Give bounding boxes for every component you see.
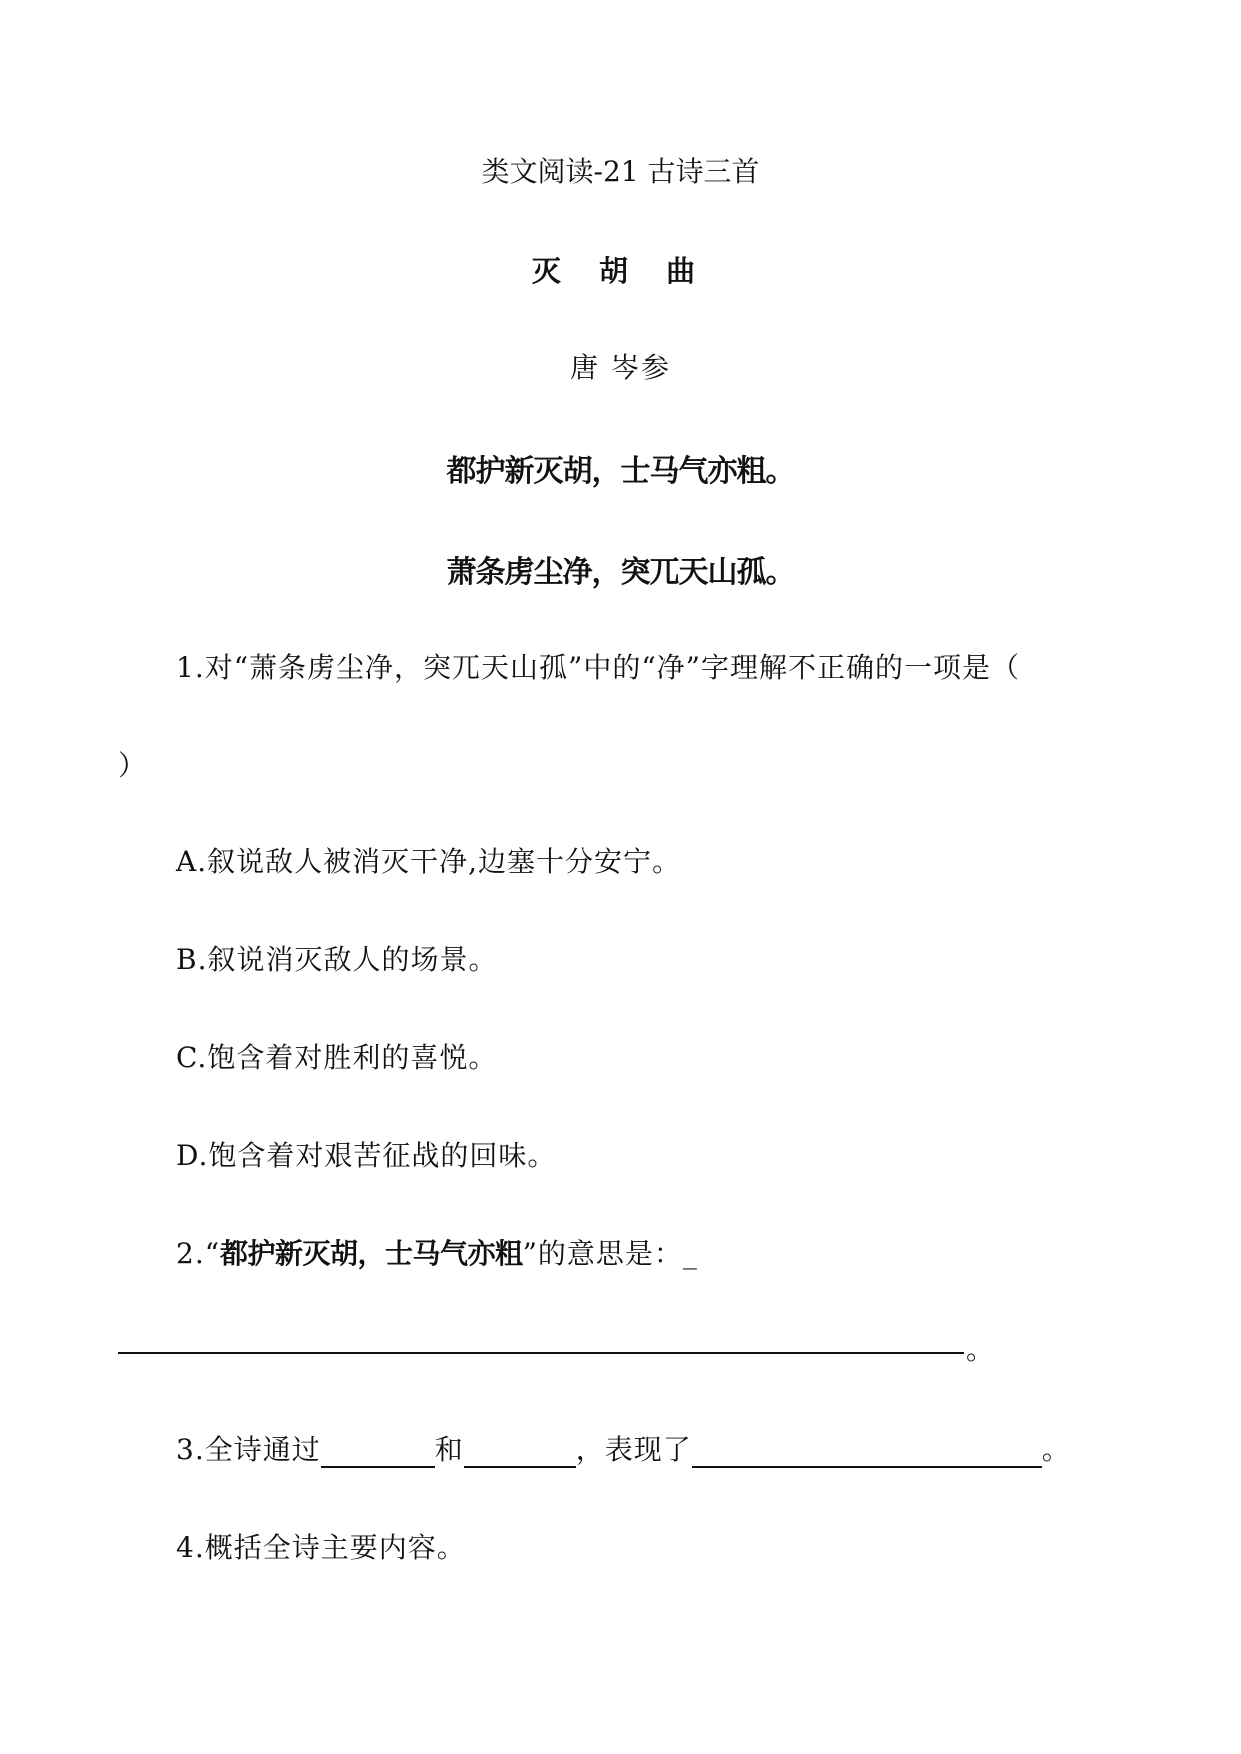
poem-line-2: 萧条虏尘净，突兀天山孤。 — [446, 555, 795, 590]
poem-author: 唐 岑参 — [570, 351, 671, 384]
question-1-option-d: D.饱含着对艰苦征战的回味。 — [176, 1139, 557, 1172]
question-2 — [176, 1232, 698, 1272]
question-1-option-a: A.叙说敌人被消灭干净,边塞十分安宁。 — [176, 845, 682, 878]
question-1-stem: 1.对“萧条虏尘净，突兀天山孤”中的“净”字理解不正确的一项是（ — [176, 651, 1020, 684]
question-2-end-mark: 。 — [966, 1333, 995, 1366]
question-3-middle: ，表现了 — [575, 1433, 692, 1466]
question-3-prefix: 3.全诗通过 — [176, 1433, 321, 1466]
question-1-option-b: B.叙说消灭敌人的场景。 — [176, 943, 498, 976]
question-1-stem-end: ） — [118, 749, 147, 782]
question-4: 4.概括全诗主要内容。 — [176, 1531, 466, 1564]
question-3 — [176, 1428, 1071, 1468]
question-3-blank-3[interactable] — [692, 1436, 1042, 1468]
question-2-open-quote: “ — [204, 1237, 221, 1270]
page-title: 类文阅读-21 古诗三首 — [481, 155, 760, 188]
question-3-blank-1[interactable] — [321, 1436, 435, 1468]
question-3-and: 和 — [434, 1433, 464, 1466]
question-3-end: 。 — [1041, 1433, 1071, 1466]
question-2-quoted-line: 都护新灭胡，士马气亦粗 — [220, 1237, 523, 1270]
question-1-option-c: C.饱含着对胜利的喜悦。 — [176, 1041, 498, 1074]
poem-title: 灭 胡 曲 — [531, 254, 710, 288]
question-2-answer-blank[interactable] — [118, 1352, 964, 1354]
question-3-blank-2[interactable] — [464, 1436, 576, 1468]
question-2-suffix: ”的意思是：_ — [522, 1237, 698, 1270]
poem-line-1: 都护新灭胡，士马气亦粗。 — [446, 454, 795, 489]
question-2-prefix: 2. — [176, 1237, 205, 1270]
